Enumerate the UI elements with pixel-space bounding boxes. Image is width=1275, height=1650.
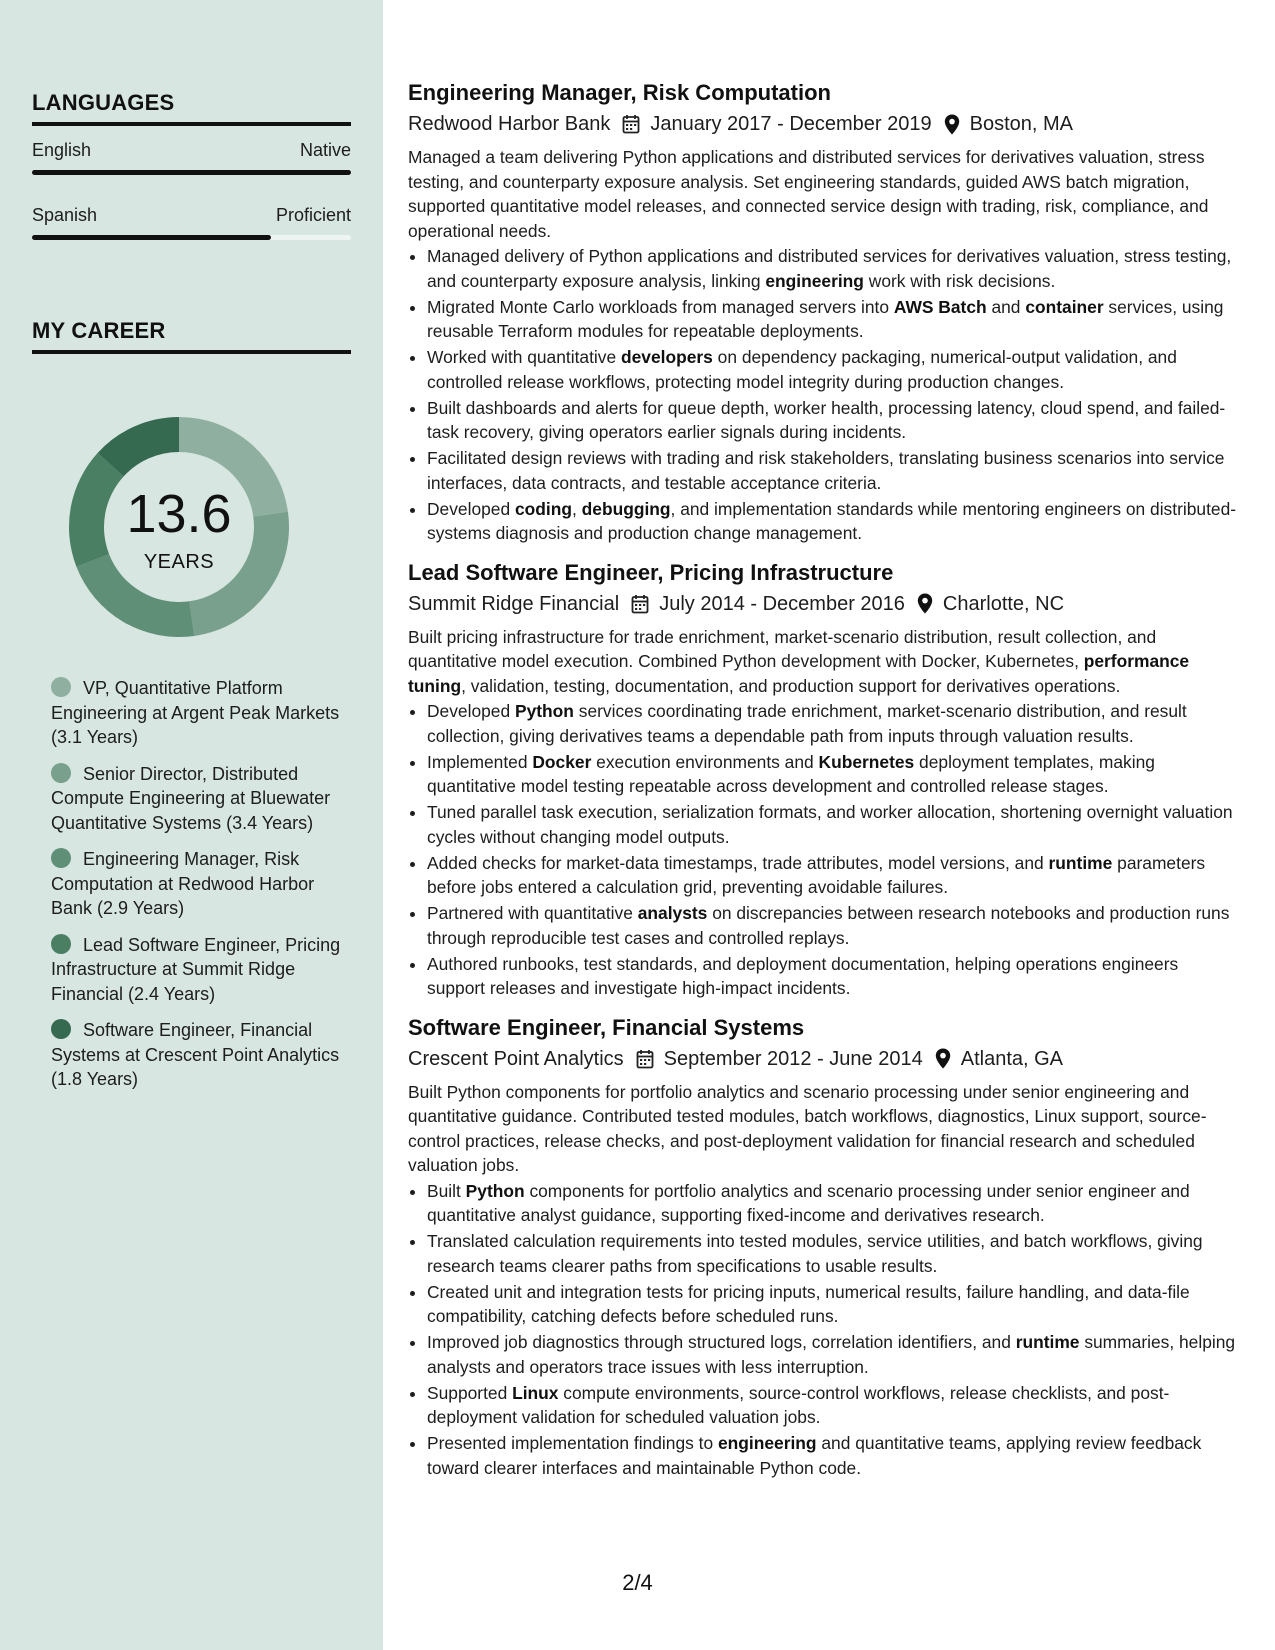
- job-entry: [408, 1013, 1240, 1481]
- job-meta: [408, 1044, 1240, 1074]
- text-run: Developed: [427, 498, 515, 519]
- location-pin-icon: [935, 1048, 951, 1069]
- job-entry: [408, 78, 1240, 546]
- job-summary: Managed a team delivering Python applications and distributed services for derivatives valuation, stress testing, and counterparty exposure analysis. Set engineering standards, guided AWS batch migration, supported quantitative model releases, and connected service design with trading, risk, compliance, and operational needs.: [408, 147, 1209, 241]
- keyword-highlight: Python: [465, 1180, 525, 1201]
- keyword-highlight: container: [1025, 296, 1104, 317]
- career-heading: MY CAREER: [32, 318, 351, 354]
- text-run: Supported: [427, 1382, 513, 1403]
- career-legend: [51, 676, 341, 1104]
- keyword-highlight: engineering: [765, 270, 864, 291]
- job-bullet: [427, 497, 1240, 546]
- career-legend-item: [51, 1018, 341, 1092]
- legend-dot-icon: [51, 1019, 71, 1039]
- text-run: Created unit and integration tests for pricing inputs, numerical results, failure handling, and data-file compatibility, catching defects before scheduled runs.: [427, 1281, 1190, 1326]
- text-run: and: [986, 296, 1026, 317]
- language-name: English: [32, 140, 92, 160]
- location-pin-icon: [944, 114, 960, 135]
- text-run: on discrepancies between research notebooks and production runs through reproducible test cases and controlled replays.: [427, 903, 1230, 948]
- job-meta: [408, 589, 1240, 619]
- career-section: [32, 318, 351, 354]
- text-run: and quantitative teams, applying review feedback toward clearer interfaces and maintainable Python code.: [427, 1433, 1202, 1478]
- career-legend-text: VP, Quantitative Platform Engineering at Argent Peak Markets (3.1 Years): [51, 678, 340, 747]
- text-run: Worked with quantitative: [427, 347, 621, 367]
- text-run: compute environments, source-control workflows, release checklists, and post-deployment validation for scheduled valuation jobs.: [427, 1382, 1170, 1427]
- text-run: Built: [427, 1180, 466, 1201]
- text-run: work with risk decisions.: [863, 270, 1056, 291]
- job-summary: [408, 625, 1240, 699]
- language-row-spanish: [32, 205, 351, 240]
- text-run: Presented implementation findings to: [427, 1433, 718, 1453]
- career-legend-text: Engineering Manager, Risk Computation at Redwood Harbor Bank (2.9 Years): [51, 849, 315, 918]
- total-years-value: 13.6: [126, 484, 232, 544]
- job-bullet: [427, 952, 1240, 1001]
- experience-section: [408, 78, 1240, 1492]
- job-title: Engineering Manager, Risk Computation: [408, 80, 831, 105]
- language-proficiency-fill: [32, 235, 271, 240]
- text-run: deployment templates, making quantitative model testing repeatable across development and controlled release stages.: [427, 751, 1155, 796]
- legend-dot-icon: [51, 848, 71, 868]
- text-run: Developed: [427, 701, 515, 721]
- job-bullet: [427, 1179, 1240, 1228]
- job-title: Lead Software Engineer, Pricing Infrastructure: [408, 559, 894, 585]
- job-bullet: [427, 851, 1240, 900]
- career-legend-item: [51, 933, 341, 1007]
- text-run: Implemented: [427, 751, 533, 772]
- text-run: parameters before jobs entered a calculation grid, preventing avoidable failures.: [427, 852, 1206, 897]
- job-bullets: [408, 244, 1240, 546]
- job-bullet: [427, 345, 1240, 394]
- language-name: Spanish: [32, 205, 98, 225]
- keyword-highlight: coding: [514, 498, 572, 519]
- job-dates: January 2017 - December 2019: [650, 113, 932, 135]
- text-run: Translated calculation requirements into tested modules, service utilities, and batch workflows, giving research teams clearer paths from specifications to usable results.: [427, 1231, 1203, 1276]
- text-run: ,: [571, 498, 582, 519]
- location-pin-icon: [917, 593, 933, 614]
- job-bullet: [427, 750, 1240, 799]
- keyword-highlight: AWS Batch: [893, 296, 987, 317]
- language-proficiency-fill: [32, 170, 351, 175]
- job-bullets: [408, 699, 1240, 1001]
- text-run: services, using reusable Terraform modules for repeatable deployments.: [427, 296, 1224, 341]
- calendar-icon: [631, 594, 649, 614]
- text-run: execution environments and: [591, 751, 819, 772]
- keyword-highlight: runtime: [1015, 1332, 1080, 1352]
- job-bullet: [427, 1330, 1240, 1379]
- language-proficiency-bar: [32, 235, 351, 240]
- job-bullet: [427, 1280, 1240, 1329]
- keyword-highlight: performance tuning: [408, 651, 1190, 696]
- job-bullet: [427, 1381, 1240, 1430]
- text-run: components for portfolio analytics and scenario processing under senior engineer and quantitative analyst guidance, supporting fixed-income and derivatives research.: [427, 1180, 1190, 1225]
- job-bullet: [427, 1431, 1240, 1480]
- job-dates: September 2012 - June 2014: [663, 1047, 923, 1070]
- job-meta: [408, 109, 1240, 139]
- job-title: Software Engineer, Financial Systems: [408, 1014, 805, 1040]
- page-number: 2/4: [622, 1570, 653, 1595]
- text-run: , validation, testing, documentation, and production support for derivatives operations.: [461, 675, 1121, 696]
- keyword-highlight: Linux: [512, 1382, 559, 1403]
- legend-dot-icon: [51, 934, 71, 954]
- keyword-highlight: debugging: [581, 498, 671, 519]
- keyword-highlight: Python: [514, 701, 574, 721]
- text-run: Managed delivery of Python applications and distributed services for derivatives valuation, stress testing, and counterparty exposure analysis, linking: [427, 246, 1232, 291]
- job-company: Crescent Point Analytics: [408, 1047, 624, 1070]
- job-company: Redwood Harbor Bank: [408, 113, 611, 135]
- job-bullet: [427, 800, 1240, 849]
- legend-dot-icon: [51, 763, 71, 783]
- career-donut-chart: [67, 415, 291, 639]
- job-bullet: [427, 396, 1240, 445]
- job-dates: July 2014 - December 2016: [659, 592, 905, 615]
- keyword-highlight: runtime: [1048, 852, 1113, 873]
- text-run: Built dashboards and alerts for queue depth, worker health, processing latency, cloud spend, and failed-task recovery, giving operators earlier signals during incidents.: [427, 397, 1226, 442]
- total-years-label: YEARS: [143, 551, 215, 573]
- language-row-english: [32, 140, 351, 175]
- job-bullet: [427, 901, 1240, 950]
- language-level: Native: [299, 140, 351, 160]
- job-bullet: [427, 699, 1240, 748]
- keyword-highlight: Kubernetes: [818, 751, 915, 772]
- language-proficiency-bar: [32, 170, 351, 175]
- keyword-highlight: analysts: [637, 903, 708, 923]
- job-bullet: [427, 1229, 1240, 1278]
- language-level: Proficient: [275, 205, 351, 225]
- keyword-highlight: developers: [620, 347, 713, 367]
- career-legend-item: [51, 847, 341, 921]
- legend-dot-icon: [51, 677, 71, 697]
- text-run: Added checks for market-data timestamps, trade attributes, model versions, and: [427, 852, 1049, 873]
- job-company: Summit Ridge Financial: [408, 592, 620, 615]
- calendar-icon: [622, 114, 640, 134]
- text-run: Authored runbooks, test standards, and deployment documentation, helping operations engineers support releases and investigate high-impact incidents.: [427, 953, 1179, 998]
- career-legend-item: [51, 676, 341, 750]
- keyword-highlight: engineering: [717, 1433, 817, 1453]
- career-legend-item: [51, 762, 341, 836]
- job-location: Atlanta, GA: [960, 1047, 1064, 1070]
- career-legend-text: Lead Software Engineer, Pricing Infrastructure at Summit Ridge Financial (2.4 Years): [51, 934, 341, 1004]
- text-run: Tuned parallel task execution, serialization formats, and worker allocation, shortening overnight valuation cycles without changing model outputs.: [427, 802, 1233, 847]
- text-run: on dependency packaging, numerical-output validation, and controlled release workflows, protecting model integrity during production changes.: [427, 347, 1177, 392]
- career-legend-text: Software Engineer, Financial Systems at Crescent Point Analytics (1.8 Years): [51, 1020, 340, 1089]
- job-location: Charlotte, NC: [942, 592, 1065, 615]
- job-bullet: [427, 244, 1240, 293]
- languages-heading: LANGUAGES: [32, 90, 351, 126]
- text-run: , and implementation standards while mentoring engineers on distributed-systems diagnosis and production change management.: [427, 498, 1237, 543]
- text-run: Migrated Monte Carlo workloads from managed servers into: [427, 296, 894, 317]
- job-bullets: [408, 1179, 1240, 1481]
- text-run: services coordinating trade enrichment, market-scenario distribution, and result collection, giving derivatives teams a dependable path from inputs through valuation results.: [427, 701, 1187, 746]
- job-bullet: [427, 295, 1240, 344]
- job-summary: Built Python components for portfolio analytics and scenario processing under senior engineering and quantitative guidance. Contributed tested modules, batch workflows, diagnostics, Linux support, source-control practices, release checks, and post-deployment validation for financial research and scheduled valuation jobs.: [408, 1081, 1207, 1175]
- job-entry: [408, 558, 1240, 1001]
- job-location: Boston, MA: [969, 113, 1074, 135]
- job-bullet: [427, 446, 1240, 495]
- calendar-icon: [636, 1049, 654, 1069]
- text-run: Built pricing infrastructure for trade enrichment, market-scenario distribution, result collection, and quantitative model execution. Combined Python development with Docker, Kubernetes,: [408, 626, 1157, 671]
- text-run: Facilitated design reviews with trading and risk stakeholders, translating business scenarios into service interfaces, data contracts, and testable acceptance criteria.: [427, 448, 1225, 493]
- text-run: summaries, helping analysts and operators trace issues with less interruption.: [427, 1332, 1236, 1377]
- text-run: Improved job diagnostics through structured logs, correlation identifiers, and: [427, 1332, 1016, 1352]
- keyword-highlight: Docker: [532, 751, 592, 772]
- text-run: Partnered with quantitative: [427, 903, 638, 923]
- sidebar: [0, 0, 383, 1650]
- career-legend-text: Senior Director, Distributed Compute Engineering at Bluewater Quantitative Systems (3.4 Years): [51, 763, 331, 833]
- languages-section: [32, 90, 351, 240]
